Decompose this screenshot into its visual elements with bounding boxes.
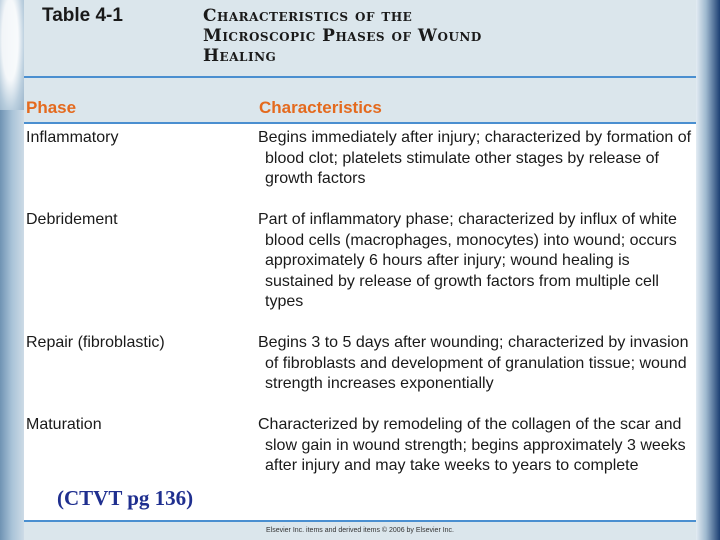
table-title	[203, 6, 683, 66]
column-header-phase: Phase	[26, 98, 77, 117]
citation: (CTVT pg 136)	[57, 486, 194, 510]
phase-cell: Inflammatory	[26, 129, 119, 146]
title-band	[24, 0, 696, 76]
table-number: Table 4-1	[42, 5, 123, 26]
header-rule	[24, 122, 696, 124]
table-title-line-2: Microscopic Phases of Wound	[203, 26, 482, 46]
column-header-characteristics: Characteristics	[259, 98, 382, 117]
background-photo-strip	[0, 0, 24, 110]
phase-cell: Maturation	[26, 416, 102, 433]
phase-cell: Debridement	[26, 211, 118, 228]
table-title-line-3: Healing	[203, 46, 277, 66]
characteristics-cell: Characterized by remodeling of the collagen of the scar and slow gain in wound strength; begins approximately 3 weeks after injury and may take weeks to years to complete	[258, 416, 686, 474]
table-title-line-1: Characteristics of the	[203, 6, 413, 26]
copyright-footer: Elsevier Inc. items and derived items © 2006 by Elsevier Inc.	[24, 522, 696, 540]
phase-cell: Repair (fibroblastic)	[26, 334, 165, 351]
slide	[24, 0, 696, 540]
characteristics-cell: Begins immediately after injury; characterized by formation of blood clot; platelets stimulate other stages by release of growth factors	[258, 129, 692, 187]
characteristics-cell: Part of inflammatory phase; characterized by influx of white blood cells (macrophages, monocytes) into wound; occurs approximately 6 hours after injury; wound healing is sustained by release of growth factors from multiple cell types	[258, 211, 677, 310]
characteristics-cell: Begins 3 to 5 days after wounding; characterized by invasion of fibroblasts and development of granulation tissue; wound strength increases exponentially	[258, 334, 689, 392]
